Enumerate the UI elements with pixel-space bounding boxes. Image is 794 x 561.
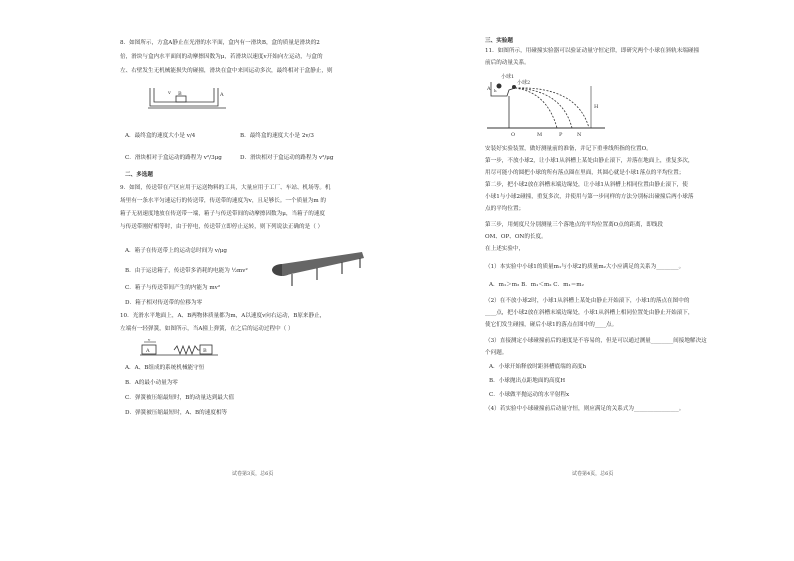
q11-body-line2: 第一步，不放小球2，让小球1从斜槽上某处由静止滚下，并落在地面上，重复多次， [485, 158, 694, 164]
fig-label-o: O [511, 132, 516, 138]
q8-stem-line3: 左、右壁发生无机械能损失的碰撞，滑块在盒中来回运动多次，最终相对于盒静止，则 [120, 68, 333, 74]
q10-option-d: D．弹簧被压缩最短时，A、B的速度相等 [125, 410, 228, 416]
fig-label-ball1: 小球1 [501, 74, 515, 80]
q10-fig-label-b: B [203, 348, 207, 354]
q9-conveyor-photo [262, 248, 367, 290]
q8-option-b: B．最终盒的速度大小是 2v/3 [240, 133, 314, 139]
q10-option-a: A．A、B组成的系统机械能守恒 [125, 365, 205, 371]
q11-sub2-line2: ____点，把小球2放在斜槽末端边缘处，小球1从斜槽上相同位置处由静止开始滚下， [485, 310, 694, 316]
section-3-heading: 三、实验题 [485, 38, 513, 44]
q11-sub1-options: A．m₁＞m₂ B．m₁＜m₂ C．m₁＝m₂ [489, 282, 584, 288]
q9-stem-line3: 箱子无初速度地放在传送带一端，箱子与传送带间的动摩擦因数为μ，当箱子的速度 [120, 211, 326, 217]
q9-stem-line1: 9．如图，传送带在产区应用于运送物料的工具，大量应用于工厂、车站、机场等。机 [120, 185, 331, 191]
q9-option-c: C．箱子与传送带间产生的内能为 mv² [125, 285, 221, 291]
fig-label-a: A [487, 86, 491, 92]
fig-label-m: M [537, 132, 543, 138]
q10-spring-figure [140, 338, 220, 358]
q8-option-d: D．滑块相对于盒运动的路程为 v²/μg [240, 155, 334, 161]
right-footer: 试卷第4页，总6页 [572, 471, 614, 477]
q11-stem-line2: 前后的动量关系。 [485, 60, 530, 66]
q10-option-b: B．A的最小动量为零 [125, 380, 178, 386]
q10-fig-label-a: A [146, 348, 150, 354]
q11-sub2-line1: （2）在不放小球2时，小球1从斜槽上某处由静止开始滚下，小球1的落点在图中的 [485, 298, 690, 304]
q11-sub4: （4）若实验中小球碰撞前后动量守恒，则应满足的关系式为________________。 [485, 406, 685, 412]
q11-body-line7: 第三步，用刻度尺分别测量三个落地点的平均位置离O点的距离，即线段 [485, 222, 663, 228]
q11-body-line3: 用尽可能小的圆把小球的所有落点圈在里面，其圆心就是小球1落点的平均位置； [485, 170, 685, 176]
q11-body-line4: 第二步，把小球2放在斜槽末端边缘处，让小球1从斜槽上相同位置由静止滚下，使 [485, 182, 688, 188]
q10-fig-label-v: v [148, 338, 151, 342]
fig-label-H: H [594, 104, 599, 110]
fig-label-n: N [577, 132, 582, 138]
q11-sub3-option-c: C．小球做平抛运动的水平射程x [489, 392, 570, 398]
q11-body-line6: 点的平均位置； [485, 206, 525, 212]
q9-stem-line2: 场里有一条水平匀速运行的传送带，传送带的速度为v，且足够长。一个质量为m 的 [120, 198, 327, 204]
q11-sub3-line1: （3）直接测定小球碰撞前后的速度是不容易的，但是可以通过测量________间接地解决这 [485, 338, 707, 344]
q8-stem-line1: 8．如图所示，方盒A静止在光滑的水平面，盒内有一滑块B，盒的质量是滑块的2 [120, 40, 320, 46]
fig-label-h: h [494, 88, 497, 93]
q10-stem-line1: 10．光滑水平地面上，A、B两物体质量都为m，A以速度v向右运动，B原来静止， [120, 313, 326, 319]
q9-option-d: D．箱子相对传送带的位移为零 [125, 300, 203, 306]
q8-box-figure [148, 84, 228, 112]
q10-option-c: C．弹簧被压缩最短时，B的动量达到最大值 [125, 395, 235, 401]
q8-option-c: C．滑块相对于盒运动的路程为 v²/3μg [125, 155, 222, 161]
q11-sub3-line2: 个问题。 [485, 350, 508, 356]
q10-stem-line2: 左端有一轻弹簧，如图所示，当A撞上弹簧，在之后的运动过程中（ ） [120, 326, 294, 332]
left-footer: 试卷第3页，总6页 [232, 471, 274, 477]
q8-fig-label-a: A [220, 92, 224, 98]
fig-label-ball2: 小球2 [517, 80, 531, 86]
q11-body-line9: 在上述实验中， [485, 246, 525, 252]
section-2-heading: 二、多选题 [125, 172, 153, 178]
q11-experiment-figure [487, 72, 612, 140]
q8-fig-label-b: B [178, 91, 182, 97]
q9-option-a: A．箱子在传送带上的运动总时间为 v/μg [125, 248, 227, 254]
q11-sub3-option-a: A．小球开始释放时距斜槽底端的高度h [489, 364, 587, 370]
q11-sub1: （1）本实验中小球1的质量m₁与小球2的质量m₂大小应满足的关系为________。 [485, 264, 685, 270]
q9-option-b: B．由于运送箱子，传送带多消耗的电能为 ½mv² [125, 268, 248, 274]
q11-sub2-line3: 使它们发生碰撞，碰后小球1的落点在图中的____点。 [485, 322, 618, 328]
q11-body-line8: OM、OP、ON的长度。 [485, 234, 547, 240]
fig-label-p: P [559, 132, 563, 138]
right-page [397, 0, 794, 561]
q8-option-a: A．最终盒的速度大小是 v/4 [125, 133, 196, 139]
q9-stem-line4: 与传送带刚好相等时，由于停电，传送带立即停止运转，则下列说法正确的是（ ） [120, 224, 324, 230]
q11-stem-line1: 11．如图所示，用碰撞实验器可以验证动量守恒定律，即研究两个小球在斜轨末端碰撞 [485, 48, 700, 54]
q8-fig-label-v: v [168, 90, 171, 96]
q11-sub3-option-b: B．小球抛出点距地面的高度H [489, 378, 566, 384]
q8-stem-line2: 倍，滑块与盒内水平面间的动摩擦因数为μ，若滑块以速度v开始向左运动，与盒的 [120, 54, 323, 60]
q11-body-line1: 安装好实验装置，做好测量前的准备，并记下重垂线所指的位置O。 [485, 146, 652, 152]
q11-body-line5: 小球1与小球2碰撞，重复多次，并使用与第一步同样的方法分别标出碰撞后两小球落 [485, 194, 694, 200]
